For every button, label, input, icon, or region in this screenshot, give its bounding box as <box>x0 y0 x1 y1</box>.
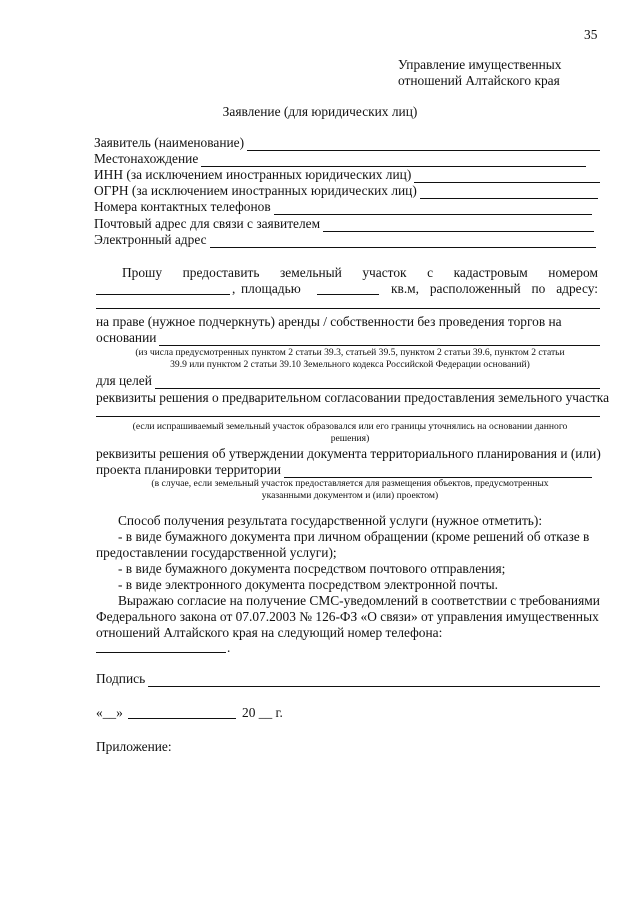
field-label: для целей <box>96 373 152 388</box>
request-line2-tail <box>391 281 598 297</box>
field-email[interactable] <box>94 232 596 248</box>
prelim-decision-blank[interactable] <box>96 416 600 417</box>
field-blank[interactable] <box>210 236 596 248</box>
date-year[interactable] <box>242 705 283 721</box>
area-unit: кв.м, <box>391 281 419 296</box>
field-label: Электронный адрес <box>94 232 207 247</box>
field-basis[interactable] <box>96 330 600 346</box>
request-word: участок <box>362 265 407 280</box>
field-plan[interactable] <box>96 462 592 478</box>
date-month-blank[interactable] <box>128 718 236 719</box>
basis-right-text: на праве (нужное подчеркнуть) аренды / собственности без проведения торгов на <box>96 314 562 329</box>
page-title: Заявление (для юридических лиц) <box>222 104 418 119</box>
plan-note-line2: указанными документом и (или) проектом) <box>261 490 439 501</box>
plan-decision-text: реквизиты решения об утверждении документа территориального планирования и (или) <box>96 446 601 461</box>
basis-note-line1: (из числа предусмотренных пунктом 2 статьи 39.3, статьей 39.5, пунктом 2 статьи 39.6, пунктом 2 статьи <box>135 347 565 358</box>
field-label: Номера контактных телефонов <box>94 199 271 214</box>
plan-note-line1: (в случае, если земельный участок предоставляется для размещения объектов, предусмотренных <box>151 478 549 489</box>
field-applicant-name[interactable] <box>94 135 600 151</box>
field-label: Почтовый адрес для связи с заявителем <box>94 216 321 231</box>
field-label: Заявитель (наименование) <box>94 135 245 150</box>
year-suffix: г. <box>275 705 283 720</box>
field-blank[interactable] <box>420 187 598 199</box>
recipient-line2: отношений Алтайского края <box>398 73 560 88</box>
field-blank[interactable] <box>155 377 600 389</box>
method-option-mail[interactable]: - в виде бумажного документа посредством почтового отправления; <box>118 561 506 576</box>
year-prefix: 20 <box>242 705 256 720</box>
request-word: предоставить <box>182 265 260 280</box>
request-word: с <box>427 265 434 280</box>
date-line[interactable] <box>96 705 123 721</box>
signature-label: Подпись <box>96 671 146 686</box>
request-word: расположенный <box>429 281 521 296</box>
field-label: Местонахождение <box>94 151 199 166</box>
method-heading: Способ получения результата государственной услуги (нужное отметить): <box>118 513 543 528</box>
field-label: проекта планировки территории <box>96 462 281 477</box>
basis-note-line2: 39.9 или пунктом 2 статьи 39.10 Земельного кодекса Российской Федерации оснований) <box>170 359 530 370</box>
area-blank[interactable] <box>317 294 379 295</box>
field-blank[interactable] <box>284 466 592 478</box>
request-word: земельный <box>280 265 342 280</box>
sms-consent-line2: Федерального закона от 07.07.2003 № 126-ФЗ «О связи» от управления имущественных <box>96 609 599 624</box>
recipient-line1: Управление имущественных <box>398 57 562 72</box>
field-phones[interactable] <box>94 199 592 215</box>
comma: , <box>232 281 236 296</box>
sms-consent-line3: отношений Алтайского края на следующий номер телефона: <box>96 625 443 640</box>
sms-consent-line1: Выражаю согласие на получение СМС-уведомлений в соответствии с требованиями <box>118 593 600 608</box>
sms-phone-blank[interactable] <box>96 652 226 653</box>
attachments-label: Приложение: <box>96 739 172 754</box>
field-signature[interactable] <box>96 671 600 687</box>
field-ogrn[interactable] <box>94 183 598 199</box>
field-blank[interactable] <box>201 155 586 167</box>
method-option-personal[interactable]: - в виде бумажного документа при личном обращении (кроме решений об отказе в <box>118 529 590 544</box>
area-label: площадью <box>241 281 301 296</box>
year-blank[interactable]: __ <box>258 705 273 720</box>
cadastral-number-blank[interactable] <box>96 294 230 295</box>
sms-phone-dot: . <box>227 640 231 655</box>
request-word: адресу: <box>556 281 598 296</box>
date-day-blank[interactable]: __ <box>102 705 117 720</box>
request-word: Прошу <box>122 265 163 280</box>
address-blank[interactable] <box>96 308 600 309</box>
date-close-quote: » <box>116 705 123 720</box>
field-label: ИНН (за исключением иностранных юридических лиц) <box>94 167 412 182</box>
request-word: по <box>531 281 546 296</box>
prelim-note-line1: (если испрашиваемый земельный участок образовался или его границы уточнялись на основании данного <box>132 421 568 432</box>
field-purpose[interactable] <box>96 373 600 389</box>
field-blank[interactable] <box>274 203 592 215</box>
prelim-note-line2: решения) <box>330 433 370 444</box>
request-word: кадастровым <box>453 265 528 280</box>
method-option-email[interactable]: - в виде электронного документа посредством электронной почты. <box>118 577 498 592</box>
method-option-personal-cont: предоставлении государственной услуги); <box>96 545 337 560</box>
date-open-quote: « <box>96 705 103 720</box>
field-label: основании <box>96 330 157 345</box>
field-location[interactable] <box>94 151 586 167</box>
page-number: 35 <box>584 27 598 42</box>
signature-blank[interactable] <box>148 675 600 687</box>
field-inn[interactable] <box>94 167 600 183</box>
field-postal-address[interactable] <box>94 216 594 232</box>
field-blank[interactable] <box>414 171 600 183</box>
prelim-decision-text: реквизиты решения о предварительном согласовании предоставления земельного участка <box>96 390 610 405</box>
field-blank[interactable] <box>323 220 594 232</box>
request-line1 <box>122 265 598 281</box>
field-blank[interactable] <box>247 139 600 151</box>
field-label: ОГРН (за исключением иностранных юридических лиц) <box>94 183 417 198</box>
field-blank[interactable] <box>159 334 600 346</box>
request-word: номером <box>548 265 598 280</box>
